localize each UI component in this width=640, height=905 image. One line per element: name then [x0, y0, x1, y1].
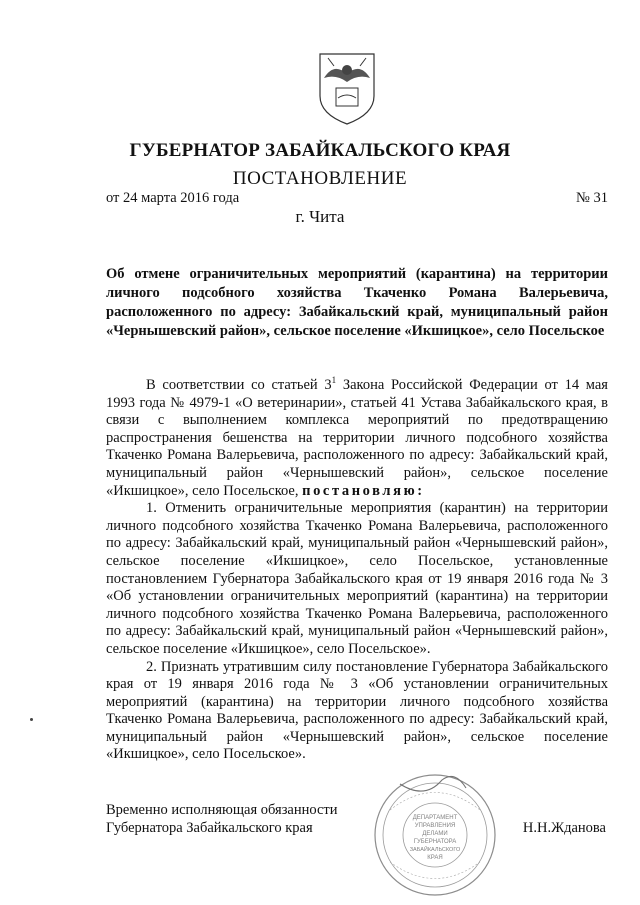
document-city: г. Чита	[295, 207, 345, 226]
decree-word: постановляю:	[302, 482, 425, 499]
position-line-1: Временно исполняющая обязанности	[106, 802, 338, 818]
scan-speck	[30, 718, 33, 721]
stamp-line-3: ДЕЛАМИ	[422, 831, 448, 837]
stamp-line-5: ЗАБАЙКАЛЬСКОГО	[409, 847, 461, 853]
preamble-text-1: В соответствии со статьей 3	[146, 377, 332, 393]
signatory-position	[106, 801, 338, 837]
document-number: № 31	[576, 190, 608, 206]
preamble-paragraph	[106, 377, 608, 500]
official-seal-stamp	[370, 770, 500, 900]
document-type: ПОСТАНОВЛЕНИЕ	[232, 168, 408, 189]
stamp-line-6: КРАЯ	[427, 855, 443, 861]
item-2: 2. Признать утратившим силу постановление Губернатора Забайкальского края от 19 января 2016 года № 3 «Об установлении ограничительных мероприятий (карантина) на территории личного подсобного хозяйства Ткаченко Романа Валерьевича, расположенного по адресу: Забайкальский край, муниципальный район «Чернышевский район», сельское поселение «Икшицкое», село Посельское».	[106, 658, 608, 763]
document-date: от 24 марта 2016 года	[106, 190, 240, 206]
stamp-line-1: ДЕПАРТАМЕНТ	[412, 815, 458, 821]
signatory-name: Н.Н.Жданова	[522, 820, 606, 836]
stamp-line-4: ГУБЕРНАТОРА	[413, 839, 457, 845]
stamp-line-2: УПРАВЛЕНИЯ	[414, 823, 456, 829]
preamble-text-2: Закона Российской Федерации от 14 мая 1993 года № 4979-1 «О ветеринарии», статьей 41 Устава Забайкальского края, в связи с выполнением комплекса мероприятий по предотвращению распространения бешенства на территории личного подсобного хозяйства Ткаченко Романа Валерьевича, расположенного по адресу: Забайкальский край, муниципальный район «Чернышевский район», сельское поселение «Икшицкое», село Посельское,	[106, 377, 608, 499]
document-body	[106, 377, 608, 764]
article-superscript: 1	[331, 375, 337, 386]
item-1: 1. Отменить ограничительные мероприятия (карантин) на территории личного подсобного хозяйства Ткаченко Романа Валерьевича, расположенного по адресу: Забайкальский край, муниципальный район «Чернышевский район», сельское поселение «Икшицкое», село Посельское, установленные постановлением Губернатора Забайкальского края от 19 января 2016 года № 3 «Об установлении ограничительных мероприятий (карантина) на территории личного подсобного хозяйства Ткаченко Романа Валерьевича, расположенного по адресу: Забайкальский край, муниципальный район «Чернышевский район», сельское поселение «Икшицкое», село Посельское».	[106, 500, 608, 657]
governor-title: ГУБЕРНАТОР ЗАБАЙКАЛЬСКОГО КРАЯ	[129, 140, 511, 161]
position-line-2: Губернатора Забайкальского края	[106, 820, 313, 836]
document-subject: Об отмене ограничительных мероприятий (карантина) на территории личного подсобного хозяйства Ткаченко Романа Валерьевича, расположенного по адресу: Забайкальский край, муниципальный район «Чернышевский район», сельское поселение «Икшицкое», село Посельское	[106, 266, 608, 339]
coat-of-arms-icon	[314, 48, 380, 126]
